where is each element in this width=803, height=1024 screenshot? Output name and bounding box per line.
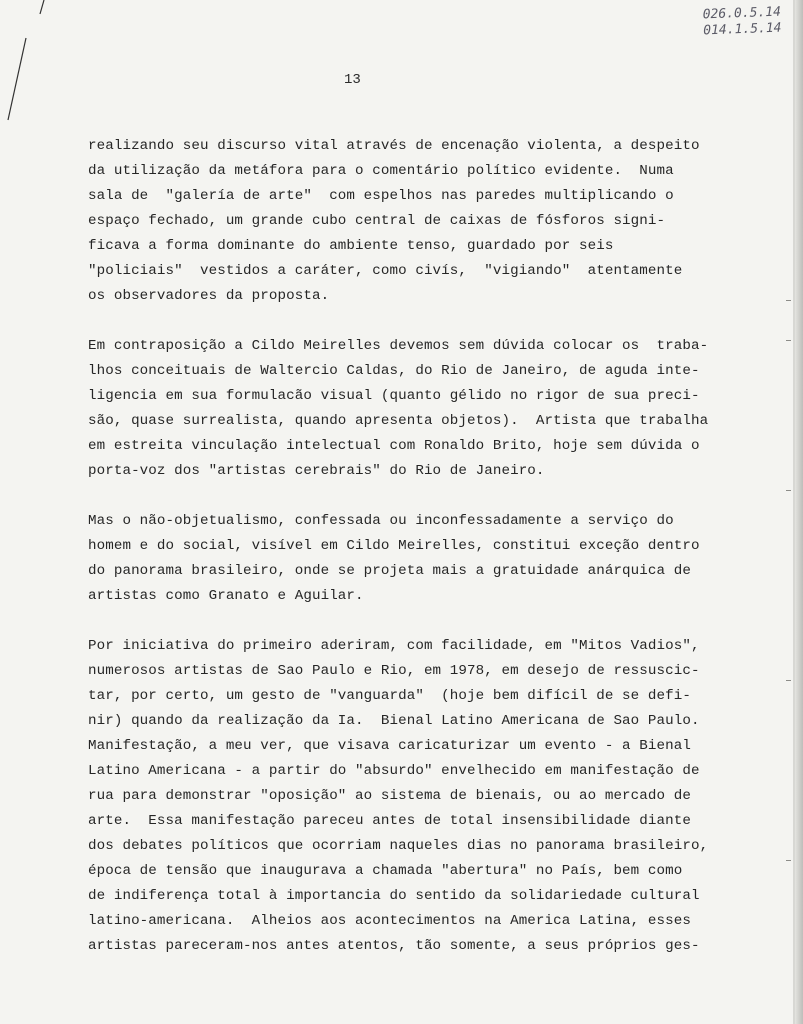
text-line: realizando seu discurso vital através de encenação violenta, a despeito xyxy=(88,138,700,154)
text-line: dos debates políticos que ocorriam naqueles dias no panorama brasileiro, xyxy=(88,838,709,854)
paragraph-1 xyxy=(88,134,700,309)
page-edge xyxy=(795,0,803,1024)
text-line: Latino Americana - a partir do "absurdo" envelhecido em manifestação de xyxy=(88,763,700,779)
text-line: época de tensão que inaugurava a chamada "abertura" no País, bem como xyxy=(88,863,683,879)
text-line: de indiferença total à importancia do sentido da solidariedade cultural xyxy=(88,888,700,904)
text-line: homem e do social, visível em Cildo Meirelles, constitui exceção dentro xyxy=(88,538,700,554)
text-line: Por iniciativa do primeiro aderiram, com facilidade, em "Mitos Vadios", xyxy=(88,638,700,654)
text-line: do panorama brasileiro, onde se projeta mais a gratuidade anárquica de xyxy=(88,563,691,579)
paragraph-3 xyxy=(88,509,700,609)
paragraph-4 xyxy=(88,634,709,959)
text-line: artistas como Granato e Aguilar. xyxy=(88,588,364,604)
text-line: nir) quando da realização da Ia. Bienal Latino Americana de Sao Paulo. xyxy=(88,713,700,729)
text-line: os observadores da proposta. xyxy=(88,288,330,304)
text-line: rua para demonstrar "oposição" ao sistema de bienais, ou ao mercado de xyxy=(88,788,691,804)
archive-ref-line-2: 014.1.5.14 xyxy=(702,20,782,39)
text-line: Mas o não-objetualismo, confessada ou inconfessadamente a serviço do xyxy=(88,513,674,529)
text-line: "policiais" vestidos a caráter, como civís, "vigiando" atentamente xyxy=(88,263,683,279)
text-line: sala de "galería de arte" com espelhos nas paredes multiplicando o xyxy=(88,188,674,204)
archive-reference xyxy=(702,5,781,40)
text-line: arte. Essa manifestação pareceu antes de total insensibilidade diante xyxy=(88,813,691,829)
text-line: ligencia em sua formulacão visual (quanto gélido no rigor de sua preci- xyxy=(88,388,700,404)
text-line: são, quase surrealista, quando apresenta objetos). Artista que trabalha xyxy=(88,413,709,429)
binding-marks xyxy=(785,300,791,940)
text-line: Manifestação, a meu ver, que visava caricaturizar um evento - a Bienal xyxy=(88,738,691,754)
text-line: porta-voz dos "artistas cerebrais" do Rio de Janeiro. xyxy=(88,463,545,479)
text-line: Em contraposição a Cildo Meirelles devemos sem dúvida colocar os traba- xyxy=(88,338,709,354)
text-line: lhos conceituais de Waltercio Caldas, do Rio de Janeiro, de aguda inte- xyxy=(88,363,700,379)
text-line: artistas pareceram-nos antes atentos, tão somente, a seus próprios ges- xyxy=(88,938,700,954)
text-line: numerosos artistas de Sao Paulo e Rio, em 1978, em desejo de ressuscic- xyxy=(88,663,700,679)
text-line: latino-americana. Alheios aos acontecimentos na America Latina, esses xyxy=(88,913,691,929)
archive-ref-line-1: 026.0.5.14 xyxy=(702,4,781,23)
text-line: da utilização da metáfora para o comentário político evidente. Numa xyxy=(88,163,674,179)
paragraph-2 xyxy=(88,334,709,484)
text-line: ficava a forma dominante do ambiente tenso, guardado por seis xyxy=(88,238,614,254)
text-line: tar, por certo, um gesto de "vanguarda" (hoje bem difícil de se defi- xyxy=(88,688,691,704)
text-line: espaço fechado, um grande cubo central de caixas de fósforos signi- xyxy=(88,213,666,229)
page-number: 13 xyxy=(344,72,361,88)
body-text xyxy=(88,134,709,984)
pencil-mark-icon xyxy=(0,0,60,140)
text-line: em estreita vinculação intelectual com Ronaldo Brito, hoje sem dúvida o xyxy=(88,438,700,454)
